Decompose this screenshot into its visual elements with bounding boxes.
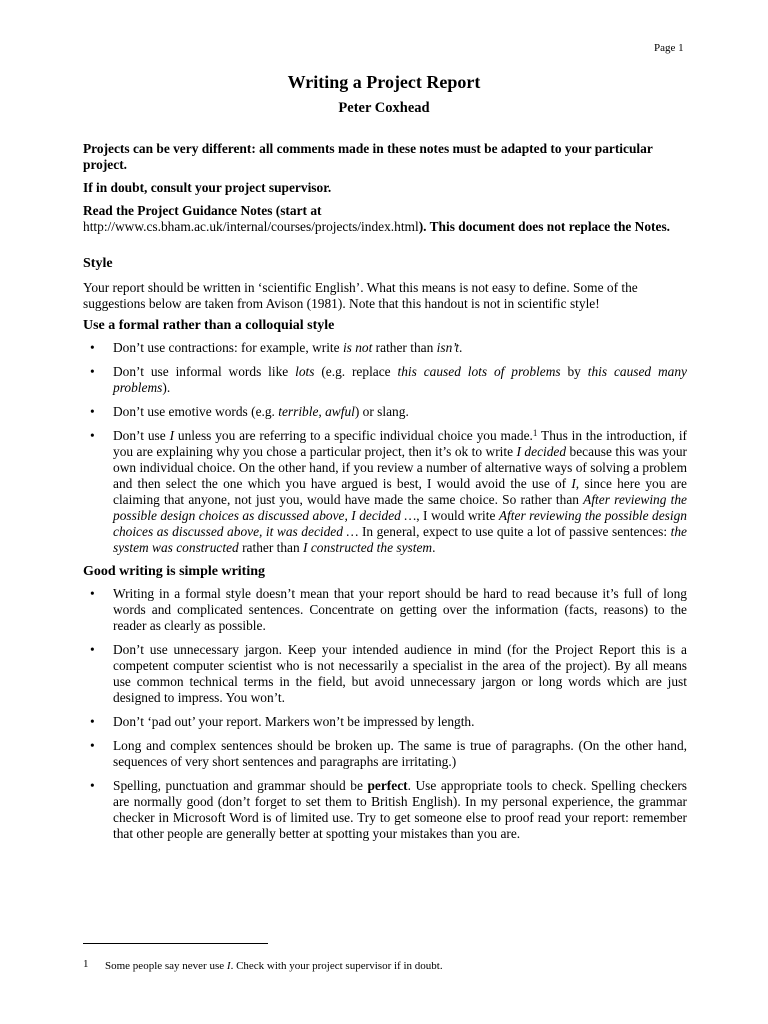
- footnote-reference[interactable]: 1: [532, 428, 538, 438]
- list-item: • Don’t use informal words like lots (e.g. replace this caused lots of problems by this caused many problems).: [90, 364, 687, 395]
- simple-writing-list: [83, 586, 687, 842]
- bullet-icon: •: [90, 778, 95, 793]
- list-item: • Don’t use emotive words (e.g. terrible, awful) or slang.: [90, 404, 409, 419]
- document-author: Peter Coxhead: [338, 100, 430, 116]
- footnote-mark: 1: [83, 958, 89, 970]
- page-number: Page 1: [654, 42, 684, 54]
- list-item: • Don’t ‘pad out’ your report. Markers won’t be impressed by length.: [90, 714, 475, 729]
- list-item: • Don’t use contractions: for example, write is not rather than isn’t.: [90, 340, 463, 355]
- bullet-icon: •: [90, 642, 95, 657]
- list-item: • Long and complex sentences should be broken up. The same is true of paragraphs. (On the other hand, sequences of very short sentences and paragraphs are irritating.): [90, 738, 687, 769]
- bullet-icon: •: [90, 714, 95, 729]
- intro-paragraph: [83, 203, 687, 235]
- bullet-icon: •: [90, 738, 95, 753]
- intro-paragraph: If in doubt, consult your project supervisor.: [83, 180, 332, 195]
- guidance-lead: Read the Project Guidance Notes (start at: [83, 203, 322, 218]
- list-item: • Don’t use I unless you are referring to a specific individual choice you made.$^1$ Thus in the introduction, if you are explaining why you chose a particular project, then it’s ok to write I decided because this was your own individual choice. On the other hand, if you review a number of alternative ways of solving a problem and then select the one which you have argued is best, I would avoid the use of I, since here you are claiming that anyone, not just you, would have made the same choice. So rather than After reviewing the possible design choices as discussed above, I decided …, I would write After reviewing the possible design choices as discussed above, it was decided … In general, expect to use quite a lot of passive sentences: the system was constructed rather than I constructed the system.: [90, 428, 688, 555]
- intro-paragraph: Projects can be very different: all comments made in these notes must be adapted to your particular project.: [83, 141, 653, 172]
- list-item: • Writing in a formal style doesn’t mean that your report should be hard to read because it’s full of long words and complicated sentences. Concentrate on getting over the information (facts, reasons) to the reader as clearly as possible.: [90, 586, 687, 633]
- bullet-icon: •: [90, 340, 95, 355]
- section-heading-style: Style: [83, 256, 113, 271]
- list-item: • Spelling, punctuation and grammar should be perfect. Use appropriate tools to check. Spelling checkers are normally good (don’t forget to set them to British English). In my personal experience, the grammar checker in Microsoft Word is of limited use. Try to get someone else to proof read your report: remember that other people are generally better at spotting your mistakes than you are.: [90, 778, 687, 841]
- formal-style-list: [83, 340, 687, 556]
- guidance-url: http://www.cs.bham.ac.uk/internal/courses/projects/index.html: [83, 219, 419, 234]
- footnote-text: Some people say never use I. Check with your project supervisor if in doubt.: [105, 960, 443, 972]
- intro-notes: [83, 141, 687, 235]
- bullet-icon: •: [90, 364, 95, 379]
- footnote-divider: [83, 943, 268, 944]
- document-body: [83, 141, 687, 850]
- subheading-simple-writing: Good writing is simple writing: [83, 564, 266, 579]
- document-title: Writing a Project Report: [287, 72, 481, 92]
- bullet-icon: •: [90, 586, 95, 601]
- list-item: • Don’t use unnecessary jargon. Keep your intended audience in mind (for the Project Report this is a competent computer scientist who is not necessarily a specialist in the area of the project). By all means use common technical terms in the field, but avoid unnecessary jargon or long words which are just designed to impress. You won’t.: [90, 642, 687, 705]
- bullet-icon: •: [90, 428, 95, 443]
- guidance-tail: ). This document does not replace the Notes.: [418, 219, 671, 234]
- style-paragraph: Your report should be written in ‘scientific English’. What this means is not easy to define. Some of the suggestions below are taken from Avison (1981). Note that this handout is not in scientific style!: [83, 280, 638, 311]
- subheading-formal-style: Use a formal rather than a colloquial style: [83, 318, 335, 333]
- bullet-icon: •: [90, 404, 95, 419]
